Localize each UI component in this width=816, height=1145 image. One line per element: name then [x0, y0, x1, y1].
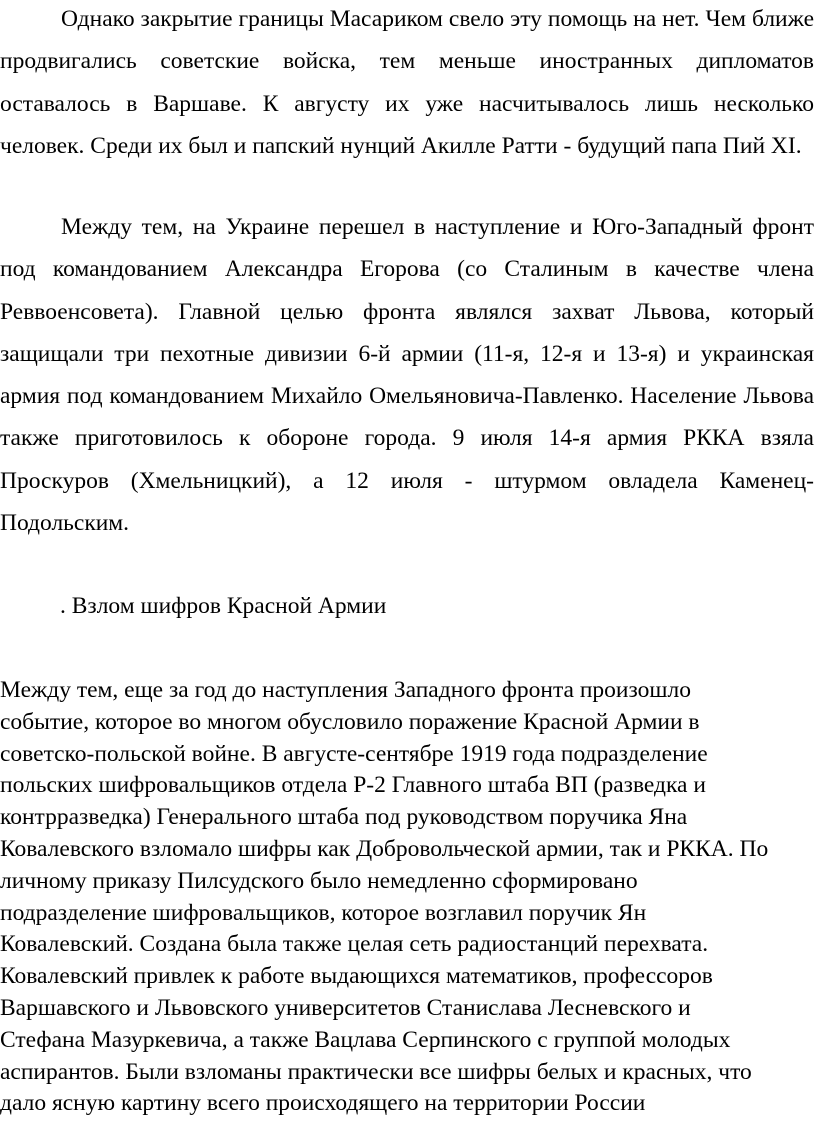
text-line: событие, которое во многом обусловило поражение Красной Армии в [0, 708, 700, 735]
section-heading: . Взлом шифров Красной Армии [60, 593, 387, 619]
text-line: дало ясную картину всего происходящего на территории России [0, 1090, 646, 1117]
text-line: контрразведка) Генерального штаба под руководством поручика Яна [0, 804, 688, 831]
text-line: Между тем, еще за год до наступления Западного фронта произошло [0, 677, 691, 703]
text-line: Варшавского и Львовского университетов Станислава Лесневского и [0, 994, 691, 1021]
text-line: аспирантов. Были взломаны практически все шифры белых и красных, что [0, 1058, 752, 1085]
text-line: личному приказу Пилсудского было немедленно сформировано [0, 867, 638, 894]
text-line: польских шифровальщиков отдела Р-2 Главного штаба ВП (разведка и [0, 772, 706, 799]
text-line: Ковалевский. Создана была также целая сеть радиостанций перехвата. [0, 931, 709, 958]
text-line: Стефана Мазуркевича, а также Вацлава Серпинского с группой молодых [0, 1026, 731, 1053]
text-line: подразделение шифровальщиков, которое возглавил поручик Ян [0, 899, 647, 926]
paragraph-cipher-breaking [0, 675, 816, 1120]
paragraph-southwestern-front: Между тем, на Украине перешел в наступление и Юго-Западный фронт под командованием Александра Егорова (со Сталиным в качестве члена Реввоенсовета). Главной целью фронта являлся захват Львова, который защищали три пехотные дивизии 6-й армии (11-я, 12-я и 13-я) и украинская армия под командованием Михайло Омельяновича-Павленко. Население Львова также приготовилось к обороне города. 9 июля 14-я армия РККА взяла Проскуров (Хмельницкий), а 12 июля - штурмом овладела Каменец-Подольским. [0, 214, 814, 537]
text-line: советско-польской войне. В августе-сентябре 1919 года подразделение [0, 740, 708, 767]
text-line: Ковалевский привлек к работе выдающихся математиков, профессоров [0, 963, 713, 990]
paragraph-masaryk-border: Однако закрытие границы Масариком свело эту помощь на нет. Чем ближе продвигались советские войска, тем меньше иностранных дипломатов оставалось в Варшаве. К августу их уже насчитывалось лишь несколько человек. Среди их был и папский нунций Акилле Ратти - будущий папа Пий XI. [0, 6, 814, 159]
text-line: Ковалевского взломало шифры как Добровольческой армии, так и РККА. По [0, 835, 769, 862]
